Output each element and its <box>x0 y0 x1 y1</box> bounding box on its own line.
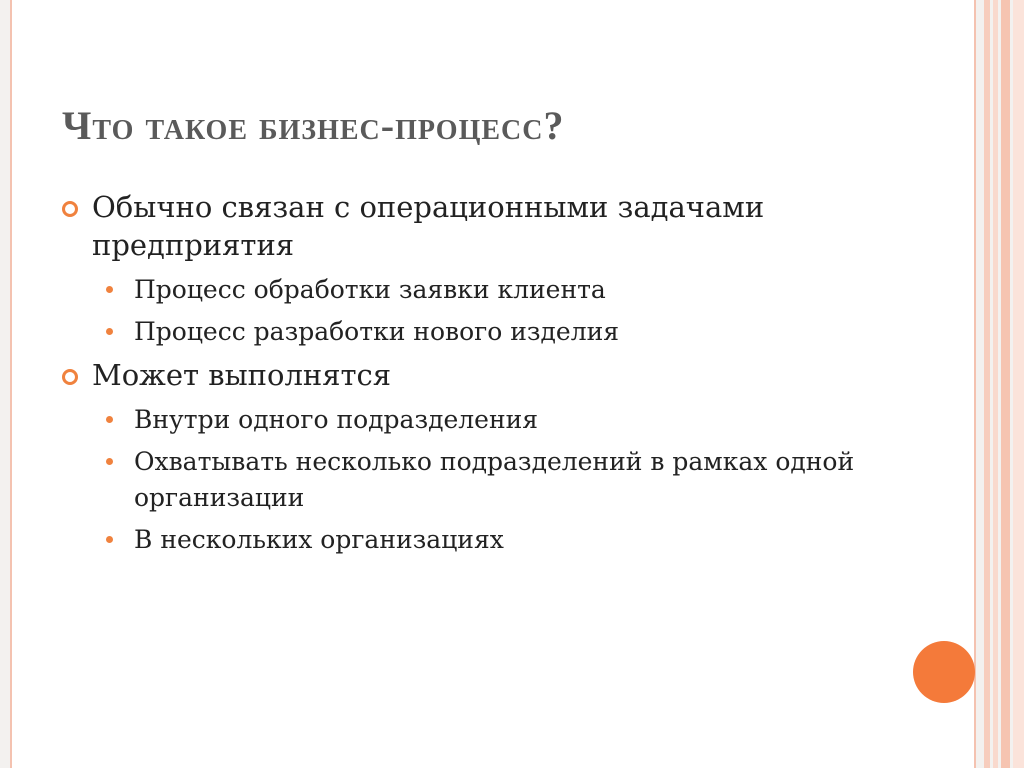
sub-bullet-text: Внутри одного подразделения <box>134 405 539 434</box>
dot-bullet-icon <box>106 286 113 293</box>
sub-bullet-text: В нескольких организациях <box>134 525 504 554</box>
dot-bullet-icon <box>106 416 113 423</box>
slide-content <box>60 188 920 564</box>
dot-bullet-icon <box>106 458 113 465</box>
decorative-circle <box>913 641 975 703</box>
dot-bullet-icon <box>106 536 113 543</box>
bullet-text: Может выполнятся <box>92 358 392 392</box>
sub-bullet-item <box>60 402 920 438</box>
sub-bullet-item <box>60 314 920 350</box>
sub-bullet-item <box>60 522 920 558</box>
dot-bullet-icon <box>106 328 113 335</box>
decorative-stripe <box>1013 0 1024 768</box>
sub-bullet-item <box>60 444 920 516</box>
decorative-stripe <box>984 0 990 768</box>
ring-bullet-icon <box>62 201 78 217</box>
bullet-item <box>60 356 920 394</box>
sub-bullet-item <box>60 272 920 308</box>
slide-title: Что такое бизнес-процесс? <box>62 103 565 148</box>
ring-bullet-icon <box>62 369 78 385</box>
sub-bullet-text: Охватывать несколько подразделений в рамках одной организации <box>134 447 855 512</box>
bullet-item <box>60 188 920 264</box>
bullet-text: Обычно связан с операционными задачами предприятия <box>92 190 765 262</box>
sub-bullet-text: Процесс обработки заявки клиента <box>134 275 606 304</box>
decorative-stripe <box>993 0 998 768</box>
sub-bullet-text: Процесс разработки нового изделия <box>134 317 620 346</box>
decorative-stripe <box>1001 0 1010 768</box>
